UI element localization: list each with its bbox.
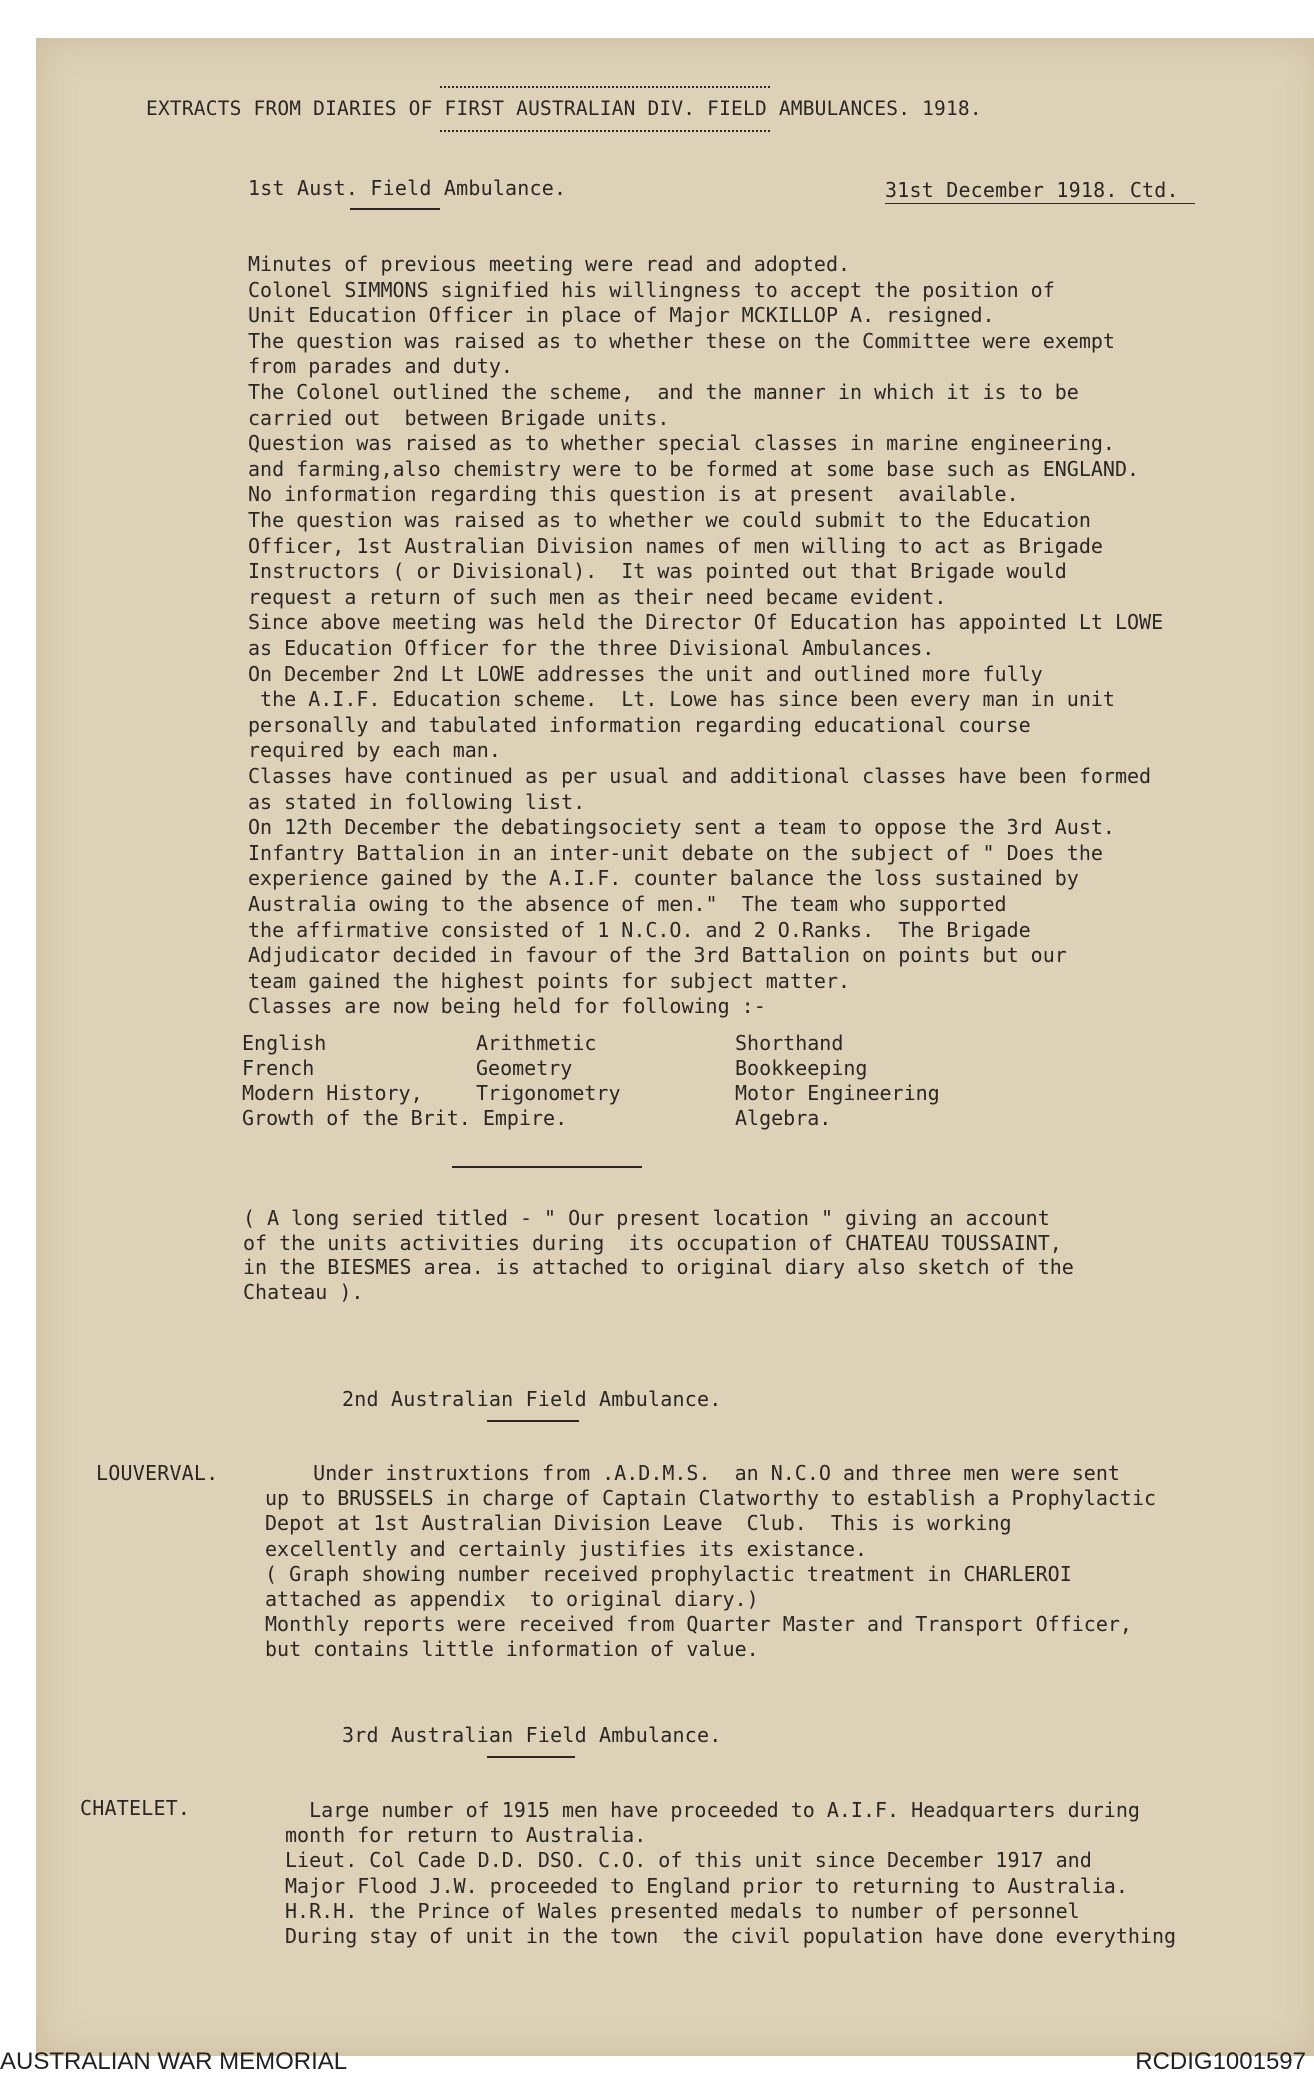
- class-item: Geometry: [476, 1056, 573, 1080]
- title-dotted-rule: [440, 86, 770, 88]
- body-line: carried out between Brigade units.: [248, 405, 670, 430]
- body-line: request a return of such men as their need became evident.: [248, 584, 947, 609]
- body-line: During stay of unit in the town the civil population have done everything: [285, 1924, 1177, 1948]
- body-line: Colonel SIMMONS signified his willingness to accept the position of: [248, 277, 1055, 302]
- body-line: No information regarding this question is at present available.: [248, 482, 1019, 507]
- body-line: Lieut. Col Cade D.D. DSO. C.O. of this unit since December 1917 and: [285, 1848, 1092, 1873]
- footer-record-id: RCDIG1001597: [1135, 2048, 1306, 2075]
- section2-heading-underline: [487, 1420, 579, 1422]
- body-line: Large number of 1915 men have proceeded to A.I.F. Headquarters during: [285, 1798, 1140, 1822]
- body-line: The Colonel outlined the scheme, and the manner in which it is to be: [248, 380, 1079, 404]
- body-line: Adjudicator decided in favour of the 3rd Battalion on points but our: [248, 943, 1067, 968]
- body-line: as stated in following list.: [248, 789, 586, 814]
- section2-location: LOUVERVAL.: [96, 1461, 219, 1485]
- section1-date-underline: [885, 203, 1195, 204]
- body-line: Classes have continued as per usual and additional classes have been formed: [248, 764, 1152, 788]
- body-line: month for return to Australia.: [285, 1823, 647, 1848]
- body-line: and farming,also chemistry were to be formed at some base such as ENGLAND.: [248, 456, 1140, 481]
- class-item: Shorthand: [735, 1031, 844, 1055]
- body-line: Depot at 1st Australian Division Leave Club. This is working: [265, 1511, 1012, 1536]
- class-item: Trigonometry: [476, 1081, 621, 1105]
- note-line: of the units activities during its occupation of CHATEAU TOUSSAINT,: [243, 1230, 1062, 1255]
- body-line: Infantry Battalion in an inter-unit debate on the subject of " Does the: [248, 840, 1103, 865]
- body-line: Australia owing to the absence of men." The team who supported: [248, 892, 1007, 916]
- body-line: Instructors ( or Divisional). It was pointed out that Brigade would: [248, 559, 1067, 584]
- body-line: Question was raised as to whether special classes in marine engineering.: [248, 431, 1115, 456]
- body-line: ( Graph showing number received prophylactic treatment in CHARLEROI: [265, 1561, 1072, 1586]
- section3-location: CHATELET.: [80, 1796, 191, 1820]
- title-dotted-underline: [440, 130, 770, 132]
- body-line: up to BRUSSELS in charge of Captain Clatworthy to establish a Prophylactic: [265, 1486, 1157, 1511]
- class-item: Algebra.: [735, 1106, 832, 1130]
- body-line: Monthly reports were received from Quarter Master and Transport Officer,: [265, 1612, 1132, 1637]
- note-line: Chateau ).: [243, 1279, 364, 1304]
- section1-heading-underline: [350, 208, 440, 210]
- document-title: EXTRACTS FROM DIARIES OF FIRST AUSTRALIAN DIV. FIELD AMBULANCES. 1918.: [146, 97, 982, 120]
- body-line: Under instruxtions from .A.D.M.S. an N.C.O and three men were sent: [265, 1461, 1120, 1485]
- body-line: On December 2nd Lt LOWE addresses the unit and outlined more fully: [248, 661, 1043, 686]
- note-line: in the BIESMES area. is attached to original diary also sketch of the: [243, 1255, 1074, 1279]
- class-item: Arithmetic: [476, 1031, 597, 1055]
- section1-divider: [452, 1166, 642, 1168]
- body-line: but contains little information of value.: [265, 1637, 759, 1662]
- class-item: Growth of the Brit. Empire.: [242, 1106, 568, 1130]
- body-line: On 12th December the debatingsociety sent a team to oppose the 3rd Aust.: [248, 815, 1115, 840]
- body-line: team gained the highest points for subject matter.: [248, 968, 851, 993]
- body-line: as Education Officer for the three Divisional Ambulances.: [248, 636, 935, 660]
- body-line: Unit Education Officer in place of Major MCKILLOP A. resigned.: [248, 303, 995, 328]
- class-item: English: [242, 1031, 327, 1055]
- section3-heading-underline: [487, 1756, 575, 1758]
- body-line: H.R.H. the Prince of Wales presented medals to number of personnel: [285, 1898, 1080, 1923]
- class-item: Motor Engineering: [735, 1081, 940, 1105]
- body-line: required by each man.: [248, 738, 501, 763]
- body-line: Since above meeting was held the Director Of Education has appointed Lt LOWE: [248, 610, 1164, 635]
- class-item: Bookkeeping: [735, 1056, 868, 1080]
- body-line: attached as appendix to original diary.): [265, 1587, 759, 1611]
- body-line: Officer, 1st Australian Division names of men willing to act as Brigade: [248, 533, 1103, 558]
- section2-heading: 2nd Australian Field Ambulance.: [342, 1387, 722, 1411]
- body-line: personally and tabulated information regarding educational course: [248, 712, 1031, 737]
- section3-heading: 3rd Australian Field Ambulance.: [342, 1723, 722, 1747]
- body-line: excellently and certainly justifies its existance.: [265, 1536, 868, 1561]
- class-item: French: [242, 1056, 315, 1080]
- body-line: the A.I.F. Education scheme. Lt. Lowe has since been every man in unit: [248, 687, 1115, 712]
- body-line: Major Flood J.W. proceeded to England prior to returning to Australia.: [285, 1873, 1128, 1898]
- body-line: The question was raised as to whether we could submit to the Education: [248, 508, 1091, 532]
- section1-heading: 1st Aust. Field Ambulance.: [248, 176, 567, 200]
- section1-date: 31st December 1918. Ctd.: [885, 178, 1179, 202]
- body-line: The question was raised as to whether these on the Committee were exempt: [248, 328, 1115, 353]
- body-line: experience gained by the A.I.F. counter balance the loss sustained by: [248, 866, 1079, 891]
- body-line: the affirmative consisted of 1 N.C.O. and 2 O.Ranks. The Brigade: [248, 917, 1031, 942]
- body-line: from parades and duty.: [248, 354, 513, 379]
- footer-archive-name: AUSTRALIAN WAR MEMORIAL: [0, 2048, 348, 2075]
- note-line: ( A long seried titled - " Our present location " giving an account: [243, 1206, 1050, 1230]
- body-line: Minutes of previous meeting were read and adopted.: [248, 252, 851, 276]
- body-line: Classes are now being held for following :-: [248, 994, 766, 1019]
- class-item: Modern History,: [242, 1081, 423, 1105]
